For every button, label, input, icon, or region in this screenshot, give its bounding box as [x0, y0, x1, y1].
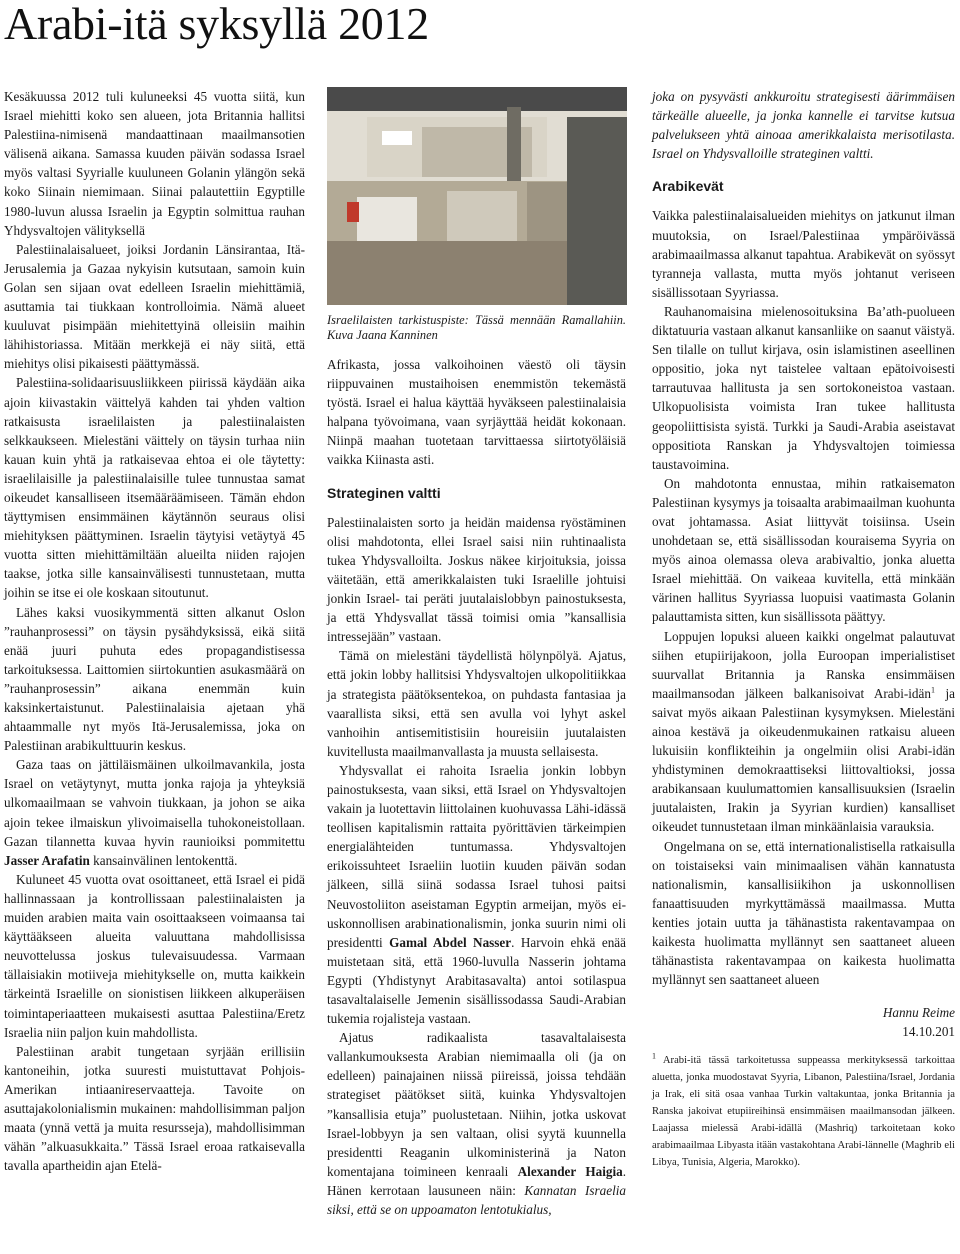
paragraph: Rauhanomaisina mielenosoituksina Ba’ath-puolueen diktatuuria vastaan alkanut kansanliike on saanut väistyä. Sen tilalle on tullut kirjava, osin islamistinen aseellinen oppositio, joka nyt taistelee valtaan epätoivoisesti tarrautuvaa hallitusta ja sen sortokoneistoa vastaan. Ulkopuolisista voimista Iran tukee hallitusta geopoliittisista syistä. Turkki ja Saudi-Arabia aseistavat oppositiota Ranskan ja Yhdysvaltojen toimiessa taustavoimina.	[652, 303, 955, 472]
paragraph: Lähes kaksi vuosikymmentä sitten alkanut Oslon ”rauhanprosessi” on täysin pysähdyksissä, eikä siitä enää juuri puhuta edes propagandistisessa tarkoituksessa. Laittomien siirtokuntien asukasmäärä on ”rauhanprosessin” aikana enemmän kuin kaksinkertaistunut. Palestiinalaisia ajetaan yhä ahtaammalle nyt myös Itä-Jerusalemissa, joka on Palestiinan arabikulttuurin keskus.	[4, 604, 305, 754]
paragraph: Afrikasta, jossa valkoihoinen väestö oli täysin riippuvainen mustaihoisen enemmistön tekemästä työstä. Israel ei halua käyttää hyväkseen palestiinalaisia halpana työvoimana, vaan syrjäyttää heidät kokonaan. Niinpä maahan tuotetaan tarvittaessa siirtotyöläisiä vaikka Kiinasta asti.	[327, 357, 626, 468]
paragraph: Gaza taas on jättiläismäinen ulkoilmavankila, josta Israel on vetäytynyt, mutta jonka rajoja ja yhteyksiä ulkomaailmaan se vahvoin tiukkaan, ja johon se aika ajoin tekee ilmaiskun ylivoimaisella tuhokoneistollaan. Gazan tilannetta kuvaa hyvin raunioiksi pommitettu Jasser Arafatin kansainvälinen lentokenttä.	[4, 757, 305, 868]
bold-name: Gamal Abdel Nasser	[389, 934, 512, 950]
paragraph: Tämä on mielestäni täydellistä hölynpölyä. Ajatus, että jokin lobby hallitsisi Yhdysvaltojen ulkopolitiikkaa ja strategista päätöksentekoa, on puhdasta fantasiaa ja vaarallista siksi, että sen avulla voi lyhyt askel vanhoihin antisemitistisiin houreisiin juutalaisten kuvitellusta maailmanvallasta ja muusta sellaisesta.	[327, 648, 626, 759]
paragraph: Kuluneet 45 vuotta ovat osoittaneet, että Israel ei pidä hallinnassaan ja kontrollissaan palestiinalaisten ja muiden arabien maita vain osoittaakseen voimaansa tai käyttääkseen alueita valuuttana mahdollisissa neuvottelussa joskus tulevaisuudessa. Varmaan tällaisiakin motiiveja miehitykselle on, mutta kaikkein tärkeintä Israelille on sionistisen liikkeen alkuperäisen toimintaperiaatteen mukaisesti asuttaa Palestiina/Eretz Israelia niin paljon kuin mahdollista.	[4, 871, 305, 1040]
paragraph: Loppujen lopuksi alueen kaikki ongelmat palautuvat siihen etupiirijakoon, jolla Euroopan imperialistiset suurvallat Britannia ja Ranska ensimmäisen maailmansodan jälkeen balkanisoivat Arabi-idän$^1$ ja saivat myös aikaan Palestiinan kysymyksen. Mielestäni ainoa kestävä ja oikeudenmukainen ratkaisu alueen lukuisiin konflikteihin ja ongelmiin olisi Arabi-idän yhdistyminen demokraattiseksi liittovaltioksi, jossa arabikansaan kuulumattomien kansallisuuksien (Israelin juutalaisten, Irakin ja Syyrian kurdien) kansalliset oikeudet tunnustetaan ilman minkäänlaisia varauksia.	[652, 628, 955, 835]
photo-caption: Israelilaisten tarkistuspiste: Tässä mennään Ramallahiin. Kuva Jaana Kanninen	[327, 313, 626, 342]
footnote	[652, 1052, 955, 1171]
bold-name: Alexander Haigia	[517, 1163, 623, 1179]
footnote-marker: 1	[930, 685, 935, 695]
paragraph: Vaikka palestiinalaisalueiden miehitys on jatkunut ilman muutoksia, on Israel/Palestiinaa ympäröivässä arabimaailmassa alkanut tapahtua. Arabikevät on syössyt tyranneja vallasta, mutta myös johtanut veriseen sisällissotaan Syyriassa.	[652, 208, 955, 300]
paragraph: Palestiina-solidaarisuusliikkeen piirissä käydään aika ajoin kiivastakin väittelyä kahden tai yhden valtion ratkaisusta israelilaisten ja palestiinalaisten selkkaukseen. Mielestäni väittely on täysin turhaa niin kauan kuin yhtä ja ratkaisevaa ehtoa ei ole täytetty: israelilaisille ja palestiinalaisille tulee tunnustaa samat oikeudet kansalliseen itsemääräämiseen. Tämän ehdon täyttymisen ensimmäinen käytännön seuraus olisi miehityksen päättyminen. Israelin täytyisi vetäytyä 45 vuotta sitten miehittämiltään alueilta niiden rajojen taakse, jotka sille kansainvälisesti tunnustetaan, mutta joihin se itse ei ole koskaan sitoutunut.	[4, 375, 305, 601]
paragraph: Palestiinalaisten sorto ja heidän maidensa ryöstäminen olisi mahdotonta, ellei Israel saisi niin ruhtinaalista tukea Yhdysvalloilta. Joskus näkee kirjoituksia, joissa väitetään, että amerikkalaisten tuki Israelille johtuisi jonkin Israel- tai peräti juutalaislobbyn painostuksesta, ja että Yhdysvallat tässä toimisi omia ”kansallisia intressejään” vastaan.	[327, 514, 626, 645]
section-heading: Arabikevät	[652, 178, 724, 195]
footnote-number: 1	[652, 1050, 656, 1060]
paragraph: Palestiinalaisalueet, joiksi Jordanin Länsirantaa, Itä-Jerusalemia ja Gazaa nykyisin kutsutaan, samoin kuin Golan sen sijaan ovat edelleen Israelin miehittämiä, asuttamia tai tiukkaan kontrolloimia. Nämä alueet kuuluvat pisimpään miehitettyinä olleisiin maihin lähihistoriassa. Mitään merkkejä ei näy siitä, että miehitys olisi pikaisesti päättymässä.	[4, 241, 305, 372]
bold-name: Jasser Arafatin	[4, 852, 90, 868]
paragraph: Palestiinan arabit tungetaan syrjään erillisiin kantoneihin, jotka suuresti muistuttavat Pohjois-Amerikan intiaanireservaatteja. Tavoite on asuttajakolonialismin mukainen: mahdollisimman paljon maata (ynnä vettä ja muita resursseja), mahdollisimman vähän ”alkuasukkaita.” Tässä Israel eroaa ratkaisevalla tavalla apartheidin ajan Etelä-	[4, 1043, 305, 1174]
paragraph: Ongelmana on se, että internationalistisella ratkaisulla on toistaiseksi vain minimaalisen vähän kannatusta nationalismin, kansallisiikihon ja uskonnollisen fanaattisuuden myrkyttämässä maailmassa. Mutta kenties jotain uutta ja tähänastista rakentavampaa on kaikesta huolimatta myllännyt sen saattaneet alueen tähänastista rakentavampaa on kaikesta huolimatta myllännyt sen saattaneet alueen	[652, 838, 955, 988]
paragraph: Kesäkuussa 2012 tuli kuluneeksi 45 vuotta siitä, kun Israel miehitti koko sen alueen, jota Britannia hallitsi Palestiina-nimisenä mandaattinaan maailmansotien välisenä aikana. Samassa kuuden päivän sodassa Israel myös valtasi Syyrialle kuuluneen Golanin ylängön sekä koko Siinain niemimaan. Siinai palautettiin Egyptille 1980-luvun alussa Israelin ja Egyptin solmittua rauhan Yhdysvaltojen välityksellä	[4, 89, 305, 238]
column-1	[4, 87, 305, 1175]
checkpoint-photo-illustration	[327, 87, 627, 305]
italic-quote: Kannatan Israelia siksi, että se on uppoamaton lentotukialus,	[327, 1182, 626, 1218]
checkpoint-photo	[327, 87, 627, 305]
paragraph: Yhdysvallat ei rahoita Israelia jonkin lobbyn painostuksesta, vaan siksi, että Israel on Yhdysvaltojen vakain ja luotettavin liittolainen kuohuvassa Lähi-idässä teollisen kapitalismin rattaita pyörittävien tärkeimpien energialähteiden tuntumassa. Yhdysvaltojen erikoissuhteet Israeliin luotiin kuuden päivän sodan jälkeen, sillä siinä sodassa Israel tuhosi paitsi Neuvostoliiton aseistaman Egyptin armeijan, myös ei-uskonnollisen arabinationalismin, jonka suurin nimi oli presidentti Gamal Abdel Nasser. Harvoin ehkä enää muistetaan sitä, että 1960-luvulla Nasserin johtama Egypti (Yhdistynyt Arabitasavalta) antoi sotilaspua tasavaltalaiselle Jemenin sisällissodassa Saudi-Arabian tukemia rojalisteja vastaan.	[327, 762, 626, 1027]
column-3	[652, 87, 955, 1171]
paragraph: On mahdotonta ennustaa, mihin ratkaisematon Palestiinan kysymys ja toisaalta arabimaailman kuohunta ovat johtamassa. Asiat liittyvät toisiinsa. Usein unohdetaan se, että sisällissodan kouraisema Syyria on myös ainoa olemassa oleva arabivaltio, jonka aluetta Israel miehittää. On vaikeaa kuvitella, että minkään värinen hallitus Syyriassa luopuisi vaatimasta Golanin palauttamista sitten, kun sisällissota päättyy.	[652, 475, 955, 625]
section-heading: Strateginen valtti	[327, 484, 441, 501]
italic-quote: joka on pysyvästi ankkuroitu strategisesti äärimmäisen tärkeälle alueelle, ja jonka kannelle ei tarvitse kutsua palvelukseen yhtä ainoaa amerikkalaista merisotilasta. Israel on Yhdysvalloille strateginen valtti.	[652, 89, 955, 162]
footnote-text: Arabi-itä tässä tarkoitetussa suppeassa merkityksessä tarkoittaa aluetta, jonka muodostavat Syyria, Libanon, Palestiina/Israel, Jordania ja Irak, eli sitä osaa vanhaa Turkin valtakuntaa, jonka Britannia ja Ranska jakoivat etupiireihinsä ensimmäisen maailmansodan jälkeen. Laajassa mielessä Arabi-idällä (Mashriq) tarkoitetaan koko arabimaailmaa Libyasta itään vastakohtana Arabi-lännelle (Maghrib eli Libya, Tunisia, Algeria, Marokko).	[652, 1054, 955, 1168]
article-date: 14.10.201	[902, 1024, 955, 1040]
column-2	[327, 87, 626, 1219]
page-title: Arabi-itä syksyllä 2012	[4, 0, 429, 49]
author-signature: Hannu Reime	[882, 1005, 955, 1021]
paragraph: Ajatus radikaalista tasavaltalaisesta vallankumouksesta Arabian niemimaalla oli (ja on edelleen) painajainen niissä piireissä, joissa tehdään strategiset päätökset siitä, kuinka Yhdysvaltojen ”kansallisia etuja” puolustetaan. Niihin, jotka uskovat Israel-lobbyyn ja sen valtaan, olisi syytä kuunnella presidentti Reaganin ulkoministerinä ja Naton komentajana toimineen kenraali Alexander Haigia. Hänen kerrotaan lausuneen näin: Kannatan Israelia siksi, että se on uppoamaton lentotukialus,	[327, 1030, 627, 1218]
